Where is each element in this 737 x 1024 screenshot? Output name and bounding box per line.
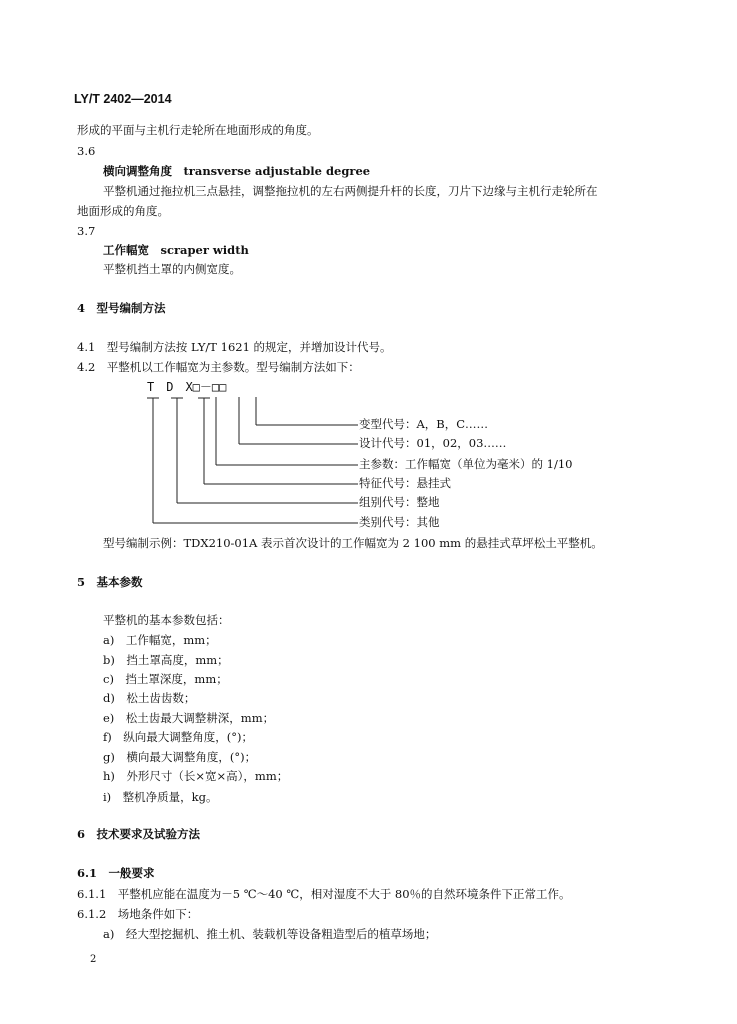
page-number: 2 — [90, 954, 97, 965]
section-3-6-title: 横向调整角度 transverse adjustable degree — [103, 164, 371, 178]
param-item: e) 松土齿最大调整耕深，mm； — [103, 711, 275, 725]
section-3-6-body-line1: 平整机通过拖拉机三点悬挂，调整拖拉机的左右两侧提升杆的长度，刀片下边缘与主机行走轮所在 — [103, 184, 598, 198]
section-4-2: 4.2 平整机以工作幅宽为主参数。型号编制方法如下： — [77, 360, 360, 374]
code-label-variant: 变型代号：A，B，C…… — [359, 417, 489, 431]
section-6-1-2-item-a: a) 经大型挖掘机、推土机、装载机等设备粗造型后的植草场地； — [103, 927, 437, 941]
code-label-feature: 特征代号：悬挂式 — [359, 476, 451, 490]
paragraph-continuation: 形成的平面与主机行走轮所在地面形成的角度。 — [77, 123, 319, 137]
param-item: i) 整机净质量，kg。 — [103, 790, 218, 804]
param-item: b) 挡土罩高度，mm； — [103, 653, 229, 667]
code-label-design: 设计代号：01，02，03…… — [359, 436, 507, 450]
param-item: c) 挡土罩深度，mm； — [103, 672, 228, 686]
section-3-7-title: 工作幅宽 scraper width — [103, 243, 249, 257]
section-4-title: 4 型号编制方法 — [77, 301, 166, 315]
section-5-title: 5 基本参数 — [77, 575, 143, 589]
code-label-category: 类别代号：其他 — [359, 515, 440, 529]
section-3-7-body: 平整机挡土罩的内侧宽度。 — [103, 262, 241, 276]
param-item: a) 工作幅宽，mm； — [103, 633, 217, 647]
model-code-letters: T D X□－□□ — [147, 380, 227, 394]
param-item: d) 松土齿齿数； — [103, 691, 196, 705]
section-6-1-2: 6.1.2 场地条件如下： — [77, 907, 199, 921]
section-3-7-number: 3.7 — [77, 224, 96, 238]
standard-header: LY/T 2402—2014 — [74, 92, 172, 106]
model-code-example: 型号编制示例：TDX210-01A 表示首次设计的工作幅宽为 2 100 mm 的悬挂式草坪松土平整机。 — [103, 536, 603, 550]
section-3-6-body-line2: 地面形成的角度。 — [77, 204, 169, 218]
section-3-6-number: 3.6 — [77, 144, 96, 158]
param-item: f) 纵向最大调整角度，(°)； — [103, 730, 253, 744]
section-5-intro: 平整机的基本参数包括： — [103, 613, 230, 627]
code-label-main-param: 主参数：工作幅宽（单位为毫米）的 1/10 — [359, 457, 573, 471]
section-6-title: 6 技术要求及试验方法 — [77, 827, 201, 841]
param-item: h) 外形尺寸（长×宽×高），mm； — [103, 769, 289, 783]
code-label-group: 组别代号：整地 — [359, 495, 440, 509]
section-6-1-1: 6.1.1 平整机应能在温度为－5 ℃～40 ℃，相对湿度不大于 80％的自然环境条件下正常工作。 — [77, 887, 571, 901]
section-6-1-title: 6.1 一般要求 — [77, 866, 155, 880]
section-4-1: 4.1 型号编制方法按 LY/T 1621 的规定，并增加设计代号。 — [77, 340, 392, 354]
param-item: g) 横向最大调整角度，(°)； — [103, 750, 257, 764]
